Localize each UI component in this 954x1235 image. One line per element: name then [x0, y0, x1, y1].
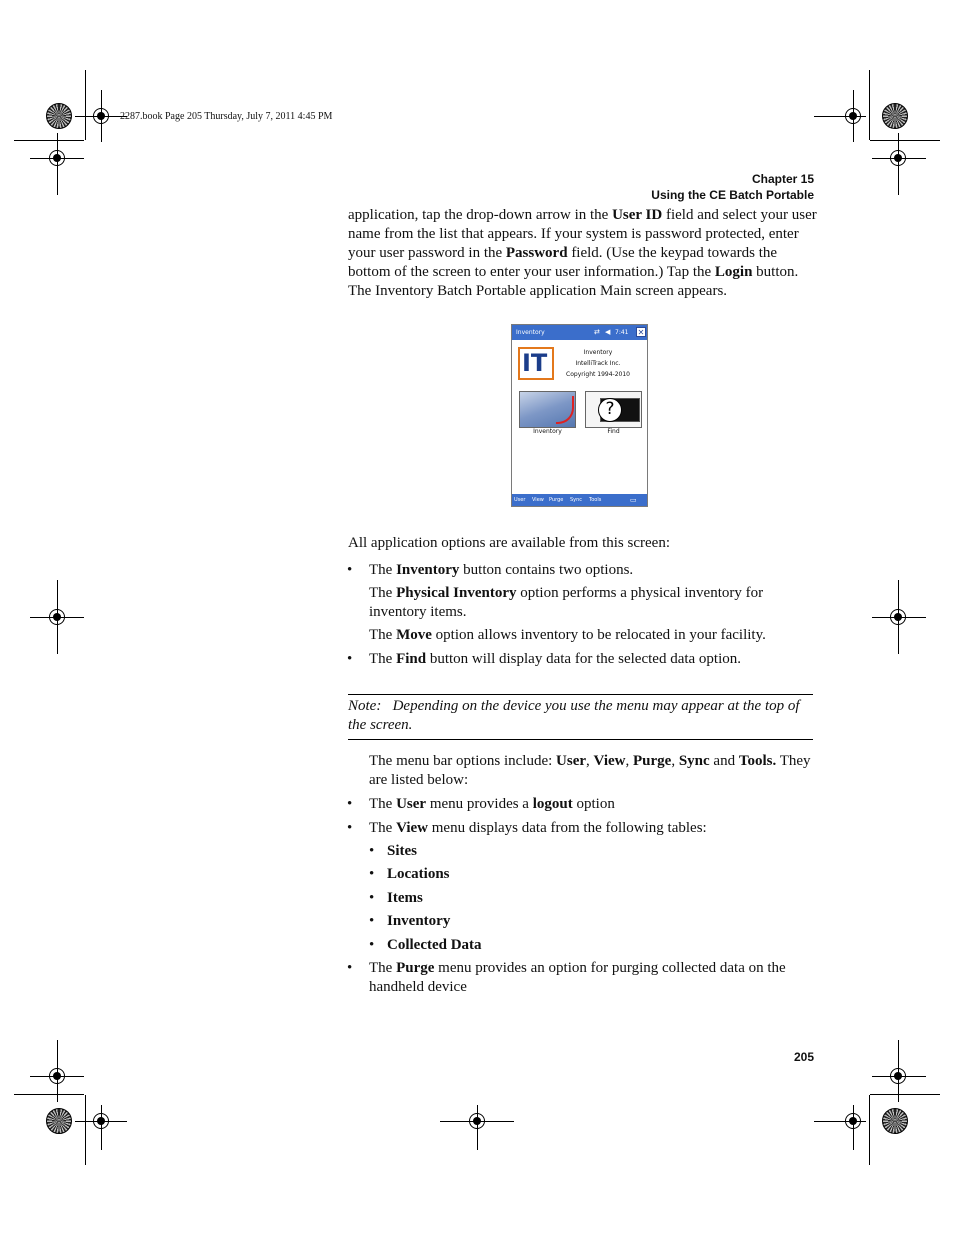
- device-app-name: Inventory: [583, 349, 613, 356]
- options-intro: All application options are available from this screen:: [348, 535, 670, 551]
- list-item: [369, 912, 451, 931]
- volume-icon: ◀: [605, 328, 611, 336]
- registration-burst-icon: [46, 1108, 72, 1134]
- question-mark-icon: ?: [598, 398, 622, 422]
- table-collected-data: Collected Data: [387, 937, 482, 953]
- print-slug: 2287.book Page 205 Thursday, July 7, 2011 4:45 PM: [120, 111, 333, 122]
- bullet-text-view: [369, 820, 707, 836]
- device-company: IntelliTrack Inc.: [575, 360, 621, 367]
- connectivity-icon: ⇄: [594, 328, 600, 336]
- text-run: button. The Inventory Batch Portable application Main screen appears.: [348, 264, 799, 299]
- bold-term: User: [396, 796, 427, 812]
- bullet-text-purge: [369, 960, 786, 995]
- bullet-glyph: •: [369, 937, 375, 953]
- text-run: button will display data for the selected data option.: [426, 651, 742, 667]
- close-icon[interactable]: ✕: [637, 328, 645, 337]
- menu-tools[interactable]: Tools: [589, 497, 602, 503]
- inventory-button[interactable]: [519, 391, 576, 428]
- bold-term: Login: [714, 264, 753, 280]
- running-header-section: Using the CE Batch Portable: [651, 188, 814, 202]
- text-run: The: [369, 796, 397, 812]
- device-copyright: Copyright 1994-2010: [566, 371, 630, 378]
- list-item: [369, 936, 482, 955]
- bullet-glyph: •: [347, 651, 353, 667]
- bold-term: Inventory: [396, 562, 460, 578]
- text-run: option: [572, 796, 615, 812]
- device-title: Inventory: [516, 329, 545, 336]
- bold-term: User ID: [612, 207, 663, 223]
- page-number: 205: [793, 1050, 814, 1064]
- bullet-glyph: •: [347, 796, 353, 812]
- intellitrack-logo: [518, 347, 554, 380]
- bullet-glyph: •: [369, 890, 375, 906]
- registration-burst-icon: [882, 1108, 908, 1134]
- list-item: [347, 650, 819, 669]
- bullet-glyph: •: [369, 866, 375, 882]
- bold-term: User: [556, 753, 587, 769]
- device-title-bar: [512, 325, 647, 340]
- table-locations: Locations: [387, 866, 450, 882]
- bold-term: logout: [532, 796, 573, 812]
- text-run: The: [369, 960, 397, 976]
- text-run: ,: [625, 753, 633, 769]
- text-run: menu provides an option for purging collected data on the handheld device: [369, 960, 786, 995]
- bold-term: Find: [396, 651, 427, 667]
- device-screenshot: [511, 324, 648, 507]
- text-run: option performs a physical inventory for inventory items.: [369, 585, 764, 620]
- text-run: The: [369, 651, 397, 667]
- inventory-button-label: Inventory: [533, 428, 562, 435]
- bold-term: Tools.: [738, 753, 777, 769]
- bold-term: Move: [396, 627, 432, 643]
- text-run: The menu bar options include:: [369, 753, 557, 769]
- bold-term: View: [396, 820, 429, 836]
- inventory-graphic-icon: [556, 396, 574, 424]
- bullet-glyph: •: [347, 820, 353, 836]
- list-item: [347, 561, 819, 580]
- text-run: button contains two options.: [459, 562, 634, 578]
- text-run: application, tap the drop-down arrow in the: [348, 207, 613, 223]
- table-items: Items: [387, 890, 423, 906]
- list-item: [369, 865, 450, 884]
- text-run: and: [709, 753, 739, 769]
- physical-inventory-text: [369, 584, 809, 622]
- text-run: The: [369, 820, 397, 836]
- bullet-glyph: •: [369, 843, 375, 859]
- bold-term: Password: [505, 245, 568, 261]
- bold-term: View: [593, 753, 626, 769]
- note: [348, 697, 813, 735]
- menu-intro: [369, 752, 819, 790]
- text-run: menu displays data from the following tables:: [428, 820, 707, 836]
- menu-purge[interactable]: Purge: [549, 497, 564, 503]
- list-item: [369, 889, 423, 908]
- note-text: Depending on the device you use the menu may appear at the top of the screen.: [348, 698, 800, 733]
- bullet-text-find: [369, 651, 741, 667]
- device-clock: 7:41: [615, 329, 629, 336]
- text-run: The: [369, 562, 397, 578]
- text-run: The: [369, 585, 397, 601]
- bullet-glyph: •: [347, 960, 353, 976]
- find-button[interactable]: [585, 391, 642, 428]
- bullet-text-user: [369, 796, 615, 812]
- table-inventory: Inventory: [387, 913, 451, 929]
- bold-term: Purge: [396, 960, 435, 976]
- menu-user[interactable]: User: [514, 497, 526, 503]
- intro-paragraph: [348, 206, 818, 301]
- text-run: field. (Use the keypad towards the bottom of the screen to enter your user information.) Tap the: [348, 245, 778, 280]
- list-item: [369, 842, 417, 861]
- note-label: Note:: [348, 698, 382, 714]
- keyboard-icon[interactable]: ▭: [630, 496, 637, 504]
- device-menu-bar: [512, 494, 647, 506]
- note-rule-top: [348, 694, 813, 695]
- list-item: [347, 819, 819, 838]
- registration-burst-icon: [882, 103, 908, 129]
- text-run: field and select your user name from the list that appears. If your system is password protected, enter your user password in the: [348, 207, 817, 261]
- running-header-chapter: Chapter 15: [751, 172, 814, 186]
- bold-term: Physical Inventory: [396, 585, 517, 601]
- registration-burst-icon: [46, 103, 72, 129]
- list-item: [347, 959, 814, 997]
- text-run: ,: [586, 753, 594, 769]
- menu-view[interactable]: View: [532, 497, 544, 503]
- bold-term: Purge: [632, 753, 672, 769]
- text-run: They are listed below:: [369, 753, 811, 788]
- text-run: ,: [671, 753, 679, 769]
- list-item: [347, 795, 819, 814]
- text-run: The: [369, 627, 397, 643]
- note-rule-bottom: [348, 739, 813, 740]
- bullet-glyph: •: [369, 913, 375, 929]
- bullet-text-inventory: [369, 562, 633, 578]
- text-run: menu provides a: [426, 796, 533, 812]
- logo-lettering: IT: [522, 349, 548, 377]
- menu-sync[interactable]: Sync: [570, 497, 583, 503]
- find-button-label: Find: [607, 428, 620, 435]
- text-run: option allows inventory to be relocated in your facility.: [431, 627, 766, 643]
- bullet-glyph: •: [347, 562, 353, 578]
- bold-term: Sync: [678, 753, 710, 769]
- move-text: [369, 626, 819, 645]
- table-sites: Sites: [387, 843, 417, 859]
